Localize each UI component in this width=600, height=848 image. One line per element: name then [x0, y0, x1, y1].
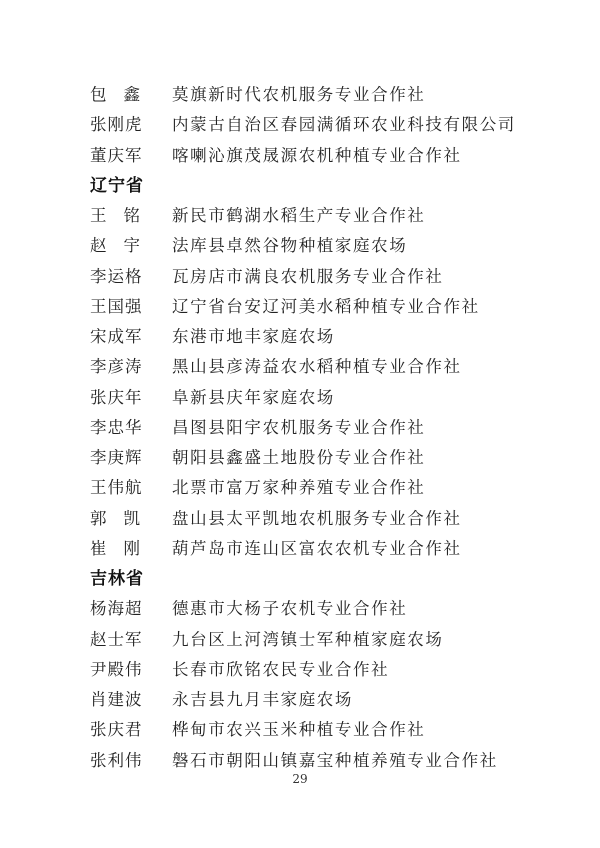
organization-name: 北票市富万家种养殖专业合作社 [172, 478, 426, 498]
list-item [90, 413, 550, 443]
list-item [90, 80, 550, 110]
person-name: 赵士军 [90, 629, 143, 649]
list-item [90, 231, 550, 261]
list-item [90, 625, 550, 655]
organization-name: 德惠市大杨子农机专业合作社 [172, 599, 408, 619]
list-item [90, 352, 550, 382]
person-name: 肖建波 [90, 690, 143, 709]
organization-name: 长春市欣铭农民专业合作社 [172, 659, 390, 679]
organization-name: 桦甸市农兴玉米种植专业合作社 [172, 720, 426, 740]
organization-name: 辽宁省台安辽河美水稻种植专业合作社 [172, 296, 480, 316]
list-item [90, 534, 550, 564]
list-item [90, 685, 550, 715]
list-item [90, 594, 550, 624]
person-name: 张庆君 [90, 720, 143, 740]
person-name: 郭 凯 [90, 508, 140, 528]
list-item [90, 322, 550, 352]
organization-name: 法库县卓然谷物种植家庭农场 [172, 236, 408, 256]
awardee-list [90, 80, 550, 776]
page-number: 29 [292, 772, 308, 786]
organization-name: 盘山县太平凯地农机服务专业合作社 [172, 508, 462, 528]
person-name: 包 鑫 [90, 85, 140, 104]
list-item [90, 141, 550, 171]
list-item [90, 504, 550, 534]
list-item [90, 383, 550, 413]
person-name: 张利伟 [90, 750, 143, 770]
organization-name: 朝阳县鑫盛土地股份专业合作社 [172, 448, 426, 467]
list-item [90, 201, 550, 231]
person-name: 王国强 [90, 296, 143, 316]
list-item [90, 262, 550, 292]
person-name: 李运格 [90, 266, 143, 286]
list-item [90, 443, 550, 473]
person-name: 尹殿伟 [90, 659, 143, 679]
organization-name: 瓦房店市满良农机服务专业合作社 [172, 266, 444, 286]
organization-name: 莫旗新时代农机服务专业合作社 [172, 85, 426, 104]
person-name: 崔 刚 [90, 538, 140, 558]
list-item [90, 715, 550, 745]
person-name: 董庆军 [90, 145, 143, 165]
person-name: 李忠华 [90, 417, 143, 437]
list-item [90, 473, 550, 503]
organization-name: 黑山县彦涛益农水稻种植专业合作社 [172, 357, 462, 377]
person-name: 赵 宇 [90, 236, 140, 256]
person-name: 张庆年 [90, 387, 143, 407]
organization-name: 喀喇沁旗茂晟源农机种植专业合作社 [172, 145, 462, 165]
organization-name: 东港市地丰家庭农场 [172, 327, 335, 346]
organization-name: 内蒙古自治区春园满循环农业科技有限公司 [172, 115, 516, 135]
person-name: 杨海超 [90, 599, 143, 619]
province-heading [90, 564, 550, 594]
organization-name: 葫芦岛市连山区富农农机专业合作社 [172, 538, 462, 558]
organization-name: 新民市鹤湖水稻生产专业合作社 [172, 206, 426, 225]
person-name: 王 铭 [90, 206, 140, 225]
province-name: 辽宁省 [90, 175, 144, 196]
person-name: 宋成军 [90, 327, 143, 346]
organization-name: 九台区上河湾镇士军种植家庭农场 [172, 629, 444, 649]
organization-name: 阜新县庆年家庭农场 [172, 387, 335, 407]
person-name: 张刚虎 [90, 115, 143, 135]
organization-name: 磐石市朝阳山镇嘉宝种植养殖专业合作社 [172, 750, 498, 770]
person-name: 李庚辉 [90, 448, 143, 467]
organization-name: 永吉县九月丰家庭农场 [172, 690, 353, 709]
organization-name: 昌图县阳宇农机服务专业合作社 [172, 417, 426, 437]
list-item [90, 110, 550, 140]
province-heading [90, 171, 550, 201]
list-item [90, 292, 550, 322]
list-item [90, 655, 550, 685]
person-name: 王伟航 [90, 478, 143, 498]
province-name: 吉林省 [90, 569, 144, 589]
person-name: 李彦涛 [90, 357, 143, 377]
